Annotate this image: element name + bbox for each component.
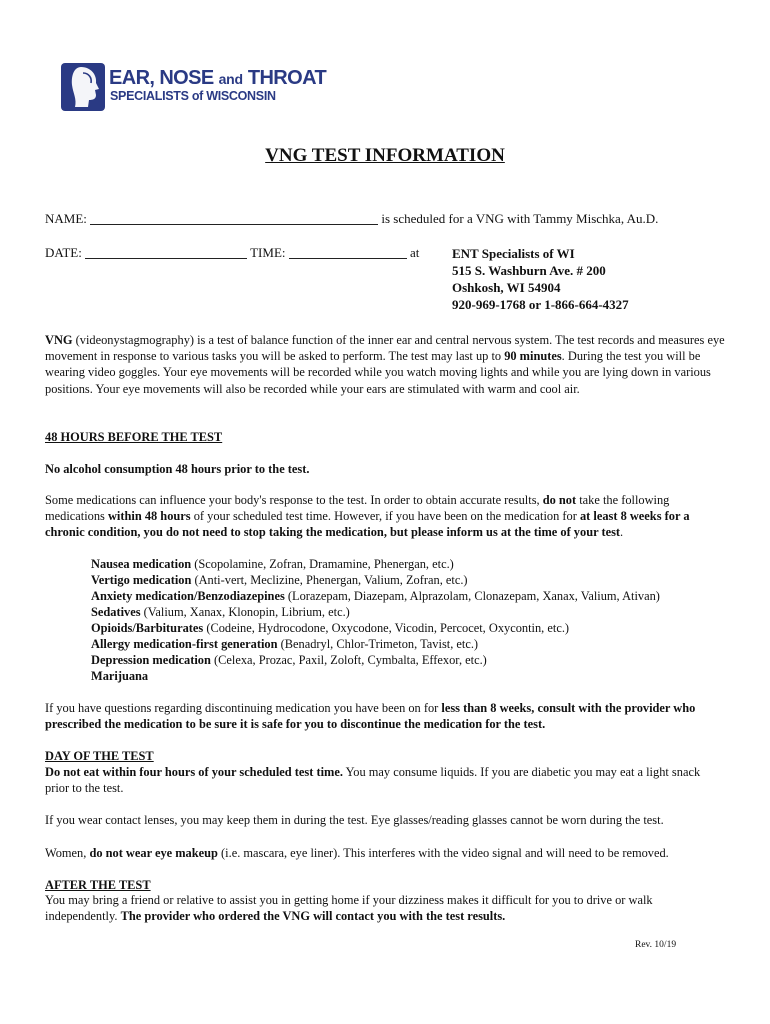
medication-detail: (Valium, Xanax, Klonopin, Librium, etc.): [140, 605, 350, 619]
medication-name: Allergy medication-first generation: [91, 637, 278, 651]
head-profile-icon: [61, 63, 105, 111]
clinic-address: [452, 245, 629, 313]
para-bold: do not wear eye makeup: [89, 846, 218, 860]
address-line: 920-969-1768 or 1-866-664-4327: [452, 297, 629, 312]
name-line: [45, 211, 658, 227]
medication-detail: (Benadryl, Chlor-Trimeton, Tavist, etc.): [277, 637, 479, 651]
medication-name: Depression medication: [91, 653, 211, 667]
medication-item: [91, 620, 731, 636]
questions-paragraph: [45, 700, 727, 732]
before-heading: 48 HOURS BEFORE THE TEST: [45, 430, 223, 444]
address-line: ENT Specialists of WI: [452, 246, 575, 261]
alcohol-note: No alcohol consumption 48 hours prior to the test.: [45, 462, 310, 476]
medication-name: Vertigo medication: [91, 573, 192, 587]
intro-paragraph: [45, 332, 727, 397]
para-text: You may bring a friend or relative to assist you in getting home if your dizziness makes it difficult for you to drive or walk independently.: [45, 893, 653, 924]
date-time-line: [45, 245, 419, 261]
after-heading: AFTER THE TEST: [45, 878, 151, 892]
day-paragraph: [45, 764, 727, 796]
para-text: If you have questions regarding discontinuing medication you have been on for: [45, 701, 442, 715]
para-bold: less than 8 weeks, consult with the provider who prescribed the medication to be sure it is safe for you to discontinue the medication for the test.: [45, 701, 696, 732]
medication-detail: (Anti-vert, Meclizine, Phenergan, Valium, Zofran, etc.): [191, 573, 468, 587]
after-paragraph: [45, 892, 727, 924]
medication-item: [91, 572, 731, 588]
page-title: VNG TEST INFORMATION: [265, 145, 505, 166]
para-text: (i.e. mascara, eye liner). This interferes with the video signal and will need to be removed.: [217, 846, 669, 860]
intro-text: . During the test you will be wearing video goggles. Your eye movements will be recorded while you watch moving lights and while you are lying down in various positions. Your eye movements will also be recorded while your ears are stimulated with warm and cool air.: [45, 349, 711, 396]
date-label: DATE:: [45, 245, 82, 260]
medication-item: [91, 556, 731, 572]
address-line: Oshkosh, WI 54904: [452, 280, 561, 295]
medication-detail: (Scopolamine, Zofran, Dramamine, Phenergan, etc.): [191, 557, 454, 571]
para-text: of your scheduled test time. However, if you have been on the medication for: [190, 509, 580, 524]
address-line: 515 S. Washburn Ave. # 200: [452, 263, 606, 278]
name-field[interactable]: [90, 212, 378, 225]
medication-item: [91, 668, 731, 684]
at-label: at: [410, 245, 420, 260]
medication-item: [91, 604, 731, 620]
medication-name: Anxiety medication/Benzodiazepines: [91, 589, 285, 603]
para-text: .: [620, 525, 624, 540]
logo-title: EAR, NOSE and THROAT: [109, 67, 327, 89]
medication-name: Nausea medication: [91, 557, 192, 571]
medication-name: Opioids/Barbiturates: [91, 621, 204, 635]
medication-paragraph: [45, 492, 727, 541]
para-bold: Do not eat within four hours of your scheduled test time.: [45, 765, 343, 779]
para-bold: The provider who ordered the VNG will contact you with the test results.: [120, 909, 506, 924]
medication-detail: (Celexa, Prozac, Paxil, Zoloft, Cymbalta, Effexor, etc.): [210, 653, 487, 667]
para-bold: within 48 hours: [107, 509, 191, 524]
para-text: Women,: [45, 846, 90, 860]
name-suffix: is scheduled for a VNG with Tammy Mischka, Au.D.: [381, 211, 659, 226]
medication-item: [91, 652, 731, 668]
vng-term: VNG: [45, 333, 73, 347]
duration-value: 90 minutes: [504, 349, 562, 364]
date-field[interactable]: [85, 246, 247, 259]
time-field[interactable]: [289, 246, 407, 259]
para-text: Some medications can influence your body's response to the test. In order to obtain accurate results,: [45, 493, 543, 507]
name-label: NAME:: [45, 211, 87, 226]
medication-name: Marijuana: [91, 669, 149, 683]
ent-logo: [61, 63, 327, 113]
medication-item: [91, 588, 731, 604]
revision-label: Rev. 10/19: [635, 940, 677, 950]
medication-name: Sedatives: [91, 605, 141, 619]
intro-text: (videonystagmography) is a test of balance function of the inner ear and central nervous system. The test records and measures eye movement in response to various tasks you will be asked to perform. The test may last up to: [45, 333, 725, 364]
medication-item: [91, 636, 731, 652]
day-heading: DAY OF THE TEST: [45, 749, 154, 763]
para-bold: do not: [542, 493, 577, 507]
medication-detail: (Lorazepam, Diazepam, Alprazolam, Clonazepam, Xanax, Valium, Ativan): [284, 589, 660, 603]
para-text: You may consume liquids. If you are diabetic you may eat a light snack prior to the test.: [45, 765, 701, 796]
time-label: TIME:: [250, 245, 286, 260]
logo-subtitle: SPECIALISTS of WISCONSIN: [110, 89, 276, 103]
para-bold: at least 8 weeks for a chronic condition, you do not need to stop taking the medication, but please inform us at the time of your test: [45, 509, 690, 540]
contacts-paragraph: If you wear contact lenses, you may keep them in during the test. Eye glasses/reading glasses cannot be worn during the test.: [45, 813, 664, 827]
medication-detail: (Codeine, Hydrocodone, Oxycodone, Vicodin, Percocet, Oxycontin, etc.): [203, 621, 570, 635]
para-text: take the following medications: [45, 493, 670, 524]
makeup-paragraph: [45, 845, 727, 861]
